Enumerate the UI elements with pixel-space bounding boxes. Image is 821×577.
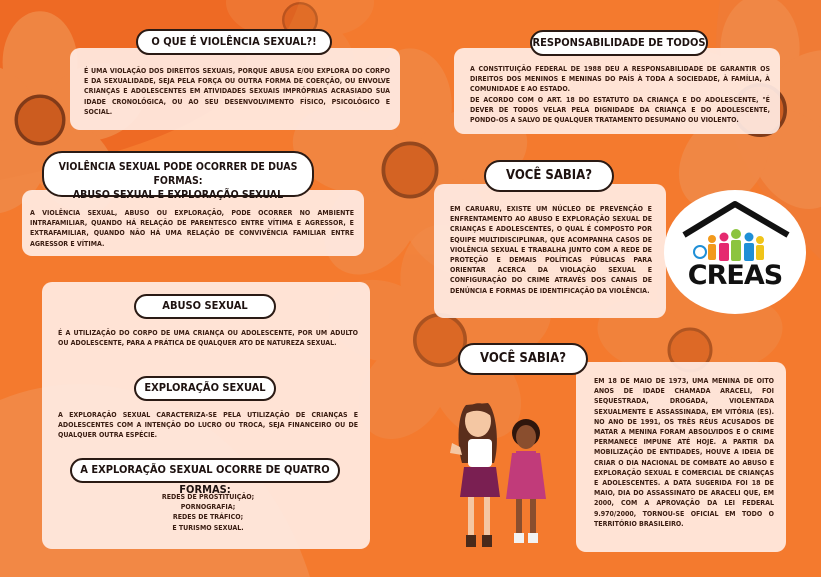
responsibility-text-2: DE ACORDO COM O ART. 18 DO ESTATUTO DA CRIANÇA E DO ADOLESCENTE, "É DEVER DE TODOS VELAR PELA DIGNIDADE DA CRIANÇA E DO ADOLESCENTE, PONDO-OS A SALVO DE QUALQUER TRATAMENTO DESUMANO OU VIOLENTO. <box>470 95 770 125</box>
four-forms-title: A EXPLORAÇÃO SEXUAL OCORRE DE QUATRO FORMAS: <box>70 458 340 483</box>
know-text-1: EM CARUARU, EXISTE UM NÚCLEO DE PREVENÇÃO E ENFRENTAMENTO AO ABUSO E EXPLORAÇÃO SEXUAL DE CRIANÇAS E ADOLESCENTES, O QUAL É COMPOSTO POR EQUIPE MULTIDISCIPLINAR, QUE ACOMPANHA CASOS DE VIOLÊNCIA SEXUAL E TRABALHA JUNTO COM A REDE DE PROTEÇÃO E DEMAIS POLÍTICAS PÚBLICAS PARA ORIENTAR ACERCA DA VIOLAÇÃO SEXUAL E CONFIGURAÇÃO DO CRIME ATRAVÉS DOS CANAIS DE DENÚNCIA E FORMAS DE IDENTIFICAÇÃO DA VIOLÊNCIA. <box>450 205 652 295</box>
responsibility-card <box>454 48 780 134</box>
girls-illustration <box>448 393 568 553</box>
house-roof-icon <box>664 190 806 314</box>
list-item: REDES DE TRÁFICO; <box>172 513 244 522</box>
people-icon <box>694 229 764 261</box>
forms-text: A VIOLÊNCIA SEXUAL, ABUSO OU EXPLORAÇÃO, PODE OCORRER NO AMBIENTE INTRAFAMILIAR, QUANDO HÁ RELAÇÃO DE PARENTESCO ENTRE VÍTIMA E AGRESSOR, E EXTRAFAMILIAR, QUANDO NÃO HÁ UMA RELAÇÃO DE CONVIVÊNCIA FAMILIAR ENTRE AGRESSOR E VÍTIMA. <box>30 209 354 248</box>
abuse-text: É A UTILIZAÇÃO DO CORPO DE UMA CRIANÇA OU ADOLESCENTE, POR UM ADULTO OU ADOLESCENTE, PARA A PRÁTICA DE QUALQUER ATO DE NATUREZA SEXUAL. <box>58 329 358 348</box>
creas-logo <box>664 190 806 314</box>
exploitation-title: EXPLORAÇÃO SEXUAL <box>134 376 276 401</box>
list-item: REDES DE PROSTITUIÇÃO; <box>161 493 255 501</box>
know-title-1: VOCÊ SABIA? <box>484 160 614 192</box>
intro-title: O QUE É VIOLÊNCIA SEXUAL?! <box>136 29 332 55</box>
intro-card <box>70 48 400 130</box>
forms-title-line1: VIOLÊNCIA SEXUAL PODE OCORRER DE DUAS FORMAS: <box>58 161 298 187</box>
exploitation-text: A EXPLORAÇÃO SEXUAL CARACTERIZA-SE PELA UTILIZAÇÃO DE CRIANÇAS E ADOLESCENTES COM A INTENÇÃO DO LUCRO OU TROCA, SEJA FINANCEIRO OU DE QUALQUER OUTRA ESPÉCIE. <box>58 411 358 440</box>
list-item: E TURISMO SEXUAL. <box>172 523 244 532</box>
responsibility-text-1: A CONSTITUIÇÃO FEDERAL DE 1988 DEU A RESPONSABILIDADE DE GARANTIR OS DIREITOS DOS MENINOS E MENINAS DO PAÍS À TODA A SOCIEDADE, À FAMÍLIA, À COMUNIDADE E AO ESTADO. <box>470 65 770 94</box>
forms-title-line2: ABUSO SEXUAL E EXPLORAÇÃO SEXUAL <box>72 189 284 201</box>
know-card-2 <box>576 362 786 552</box>
know-title-2: VOCÊ SABIA? <box>458 343 588 375</box>
know-card-1 <box>434 184 666 318</box>
forms-title <box>42 151 314 201</box>
four-forms-list <box>58 492 358 533</box>
list-item: PORNOGRAFIA; <box>180 503 236 512</box>
responsibility-title: RESPONSABILIDADE DE TODOS <box>530 30 708 56</box>
know-text-2: EM 18 DE MAIO DE 1973, UMA MENINA DE OITO ANOS DE IDADE CHAMADA ARACELI, FOI SEQUESTRADA, DROGADA, VIOLENTADA SEXUALMENTE E ASSASSINADA, EM VITÓRIA (ES). NO ANO DE 1991, OS TRÊS RÉUS ACUSADOS DE MATAR A MENINA FORAM ABSOLVIDOS E O CRIME PERMANECE IMPUNE ATÉ HOJE. A PARTIR DA MOBILIZAÇÃO DE ENTIDADES, HOUVE A IDEIA DE CRIAR O DIA NACIONAL DE COMBATE AO ABUSO E EXPLORAÇÃO SEXUAL E COMERCIAL DE CRIANÇAS E ADOLESCENTES. A DATA SUGERIDA FOI 18 DE MAIO, DIA DO ASSASSINATO DE ARACELI QUE, EM 2000, COM A APROVAÇÃO DA LEI FEDERAL 9.970/2000, TORNOU-SE OFICIAL EM TODO O TERRITÓRIO BRASILEIRO. <box>594 377 774 528</box>
creas-logo-text: CREAS <box>687 260 783 291</box>
intro-text: É UMA VIOLAÇÃO DOS DIREITOS SEXUAIS, PORQUE ABUSA E/OU EXPLORA DO CORPO E DA SEXUALIDADE, SEJA PELA FORÇA OU OUTRA FORMA DE COERÇÃO, OU ENVOLVE CRIANÇAS E ADOLESCENTES EM ATIVIDADES SEXUAIS IMPRÓPRIAS ACRASIADO SUA IDADE CRONOLÓGICA, OU AO SEU DESENVOLVIMENTO FÍSICO, PSICOLÓGICO E SOCIAL. <box>84 67 390 116</box>
abuse-title: ABUSO SEXUAL <box>134 294 276 319</box>
